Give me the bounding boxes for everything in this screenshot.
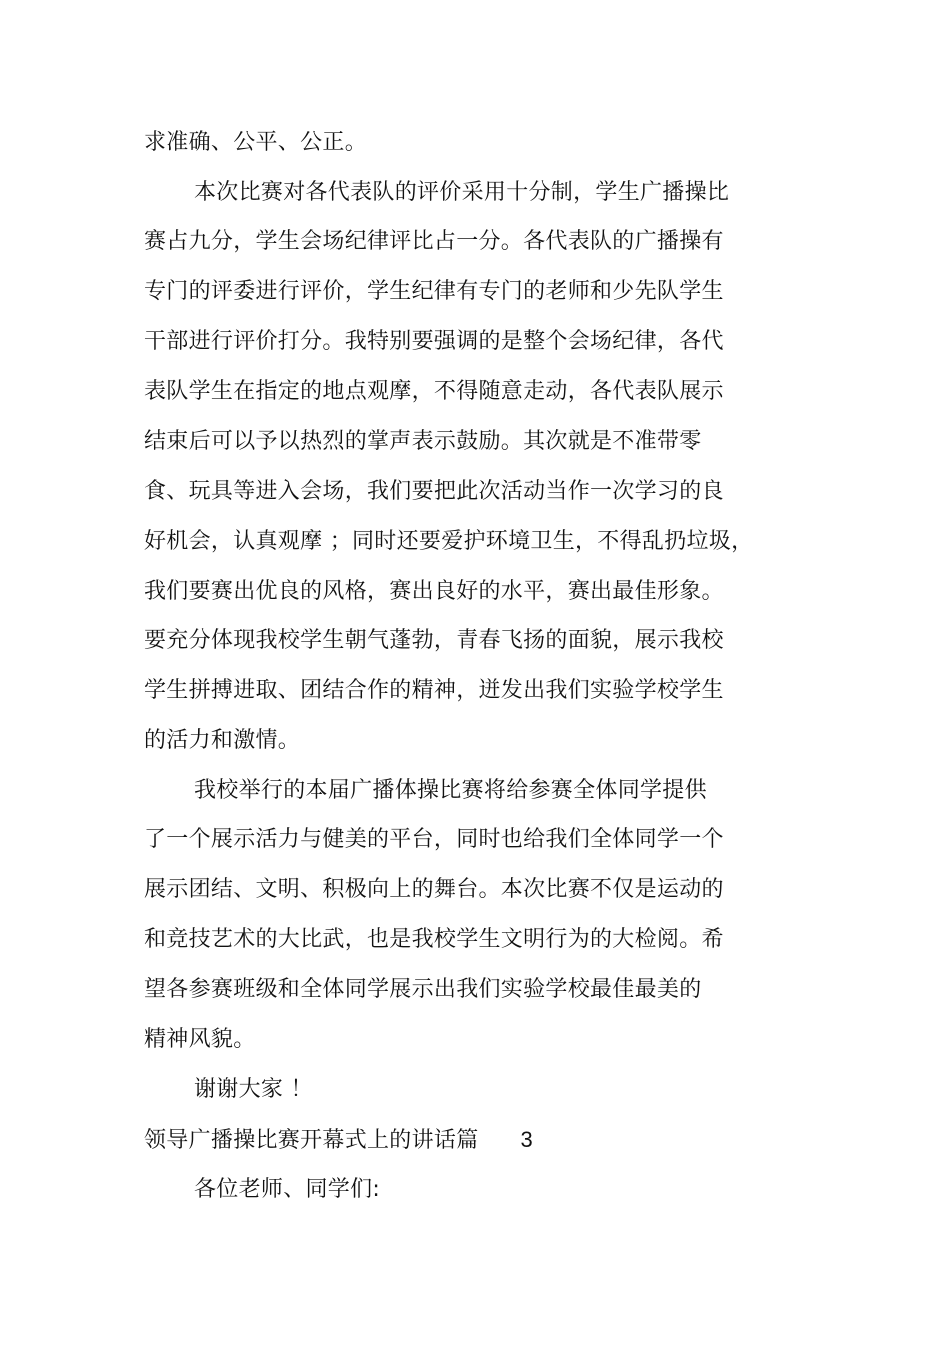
text-line: 结束后可以予以热烈的掌声表示鼓励。其次就是不准带零 [144,429,702,454]
text-line: 专门的评委进行评价，学生纪律有专门的老师和少先队学生 [144,279,724,304]
text-line: 展示团结、文明、积极向上的舞台。本次比赛不仅是运动的 [144,877,724,902]
text-line: 我校举行的本届广播体操比赛将给参赛全体同学提供 [194,778,707,803]
text-line: 望各参赛班级和全体同学展示出我们实验学校最佳最美的 [144,977,702,1002]
text-line: 我们要赛出优良的风格，赛出良好的水平，赛出最佳形象。 [144,579,724,604]
closing-line: 谢谢大家 ！ [194,1077,313,1102]
text-line: 食、玩具等进入会场，我们要把此次活动当作一次学习的良 [144,479,724,504]
text-line: 要充分体现我校学生朝气蓬勃，青春飞扬的面貌，展示我校 [144,628,724,653]
text-line: 的活力和激情。 [144,728,301,753]
text-line: 好机会，认真观摩 ；同时还要爱护环境卫生，不得乱扔垃圾， [144,529,754,554]
text-line: 求准确、公平、公正。 [144,130,368,155]
text-line: 干部进行评价打分。我特别要强调的是整个会场纪律，各代 [144,329,724,354]
section-heading [144,1125,533,1156]
heading-number: 3 [520,1127,534,1152]
text-line: 和竞技艺术的大比武，也是我校学生文明行为的大检阅。希 [144,927,724,952]
text-line: 本次比赛对各代表队的评价采用十分制，学生广播操比 [194,180,730,205]
text-line: 赛占九分，学生会场纪律评比占一分。各代表队的广播操有 [144,229,724,254]
greeting-line: 各位老师、同学们: [194,1177,381,1202]
heading-title: 领导广播操比赛开幕式上的讲话篇 [144,1128,479,1153]
text-line: 学生拼搏进取、团结合作的精神，迸发出我们实验学校学生 [144,678,724,703]
text-line: 了一个展示活力与健美的平台，同时也给我们全体同学一个 [144,827,724,852]
text-line: 精神风貌。 [144,1027,256,1052]
text-line: 表队学生在指定的地点观摩，不得随意走动，各代表队展示 [144,379,724,404]
